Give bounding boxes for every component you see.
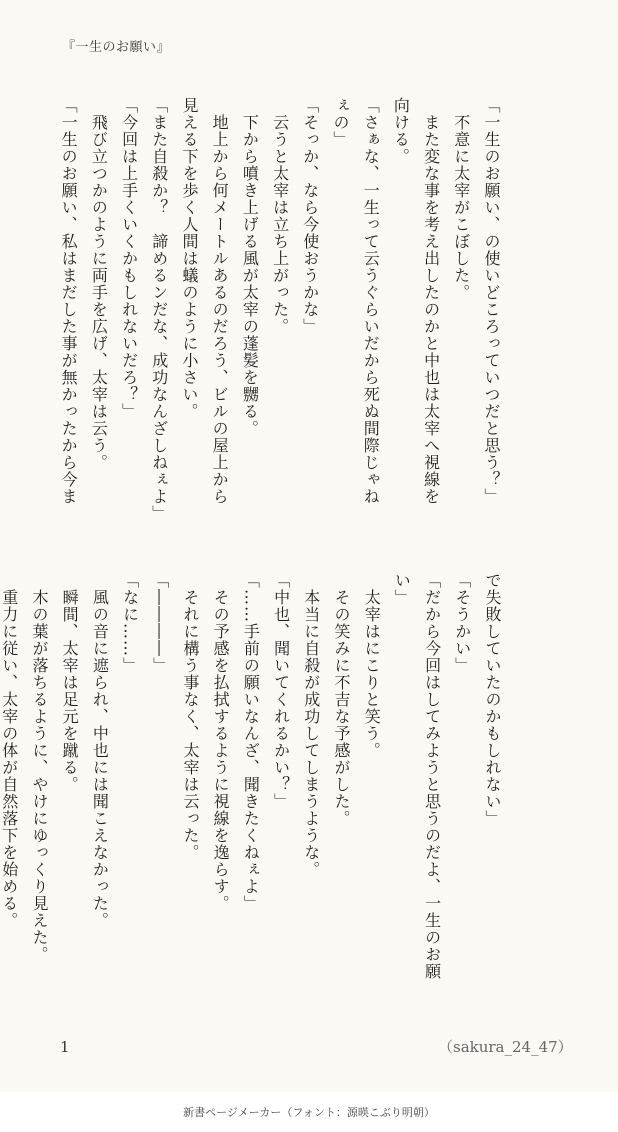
text-column: 本当に自殺が成功してしまうような。	[301, 572, 321, 878]
text-column: 「そうかい」	[452, 572, 472, 674]
text-column: 「一生のお願い、の使いどころっていつだと思う？」	[482, 97, 501, 505]
text-column: 「一生のお願い、私はまだした事が無かったから今ま	[59, 97, 79, 505]
text-column: 地上から何メートルあるのだろう、ビルの屋上から	[210, 97, 230, 505]
text-column: 見える下を歩く人間は蟻のように小さい。	[179, 97, 199, 420]
text-column: 「そっか、なら今使おうかな」	[300, 97, 320, 335]
story-title: 『一生のお願い』	[62, 40, 171, 55]
text-column: また変な事を考え出したのかと中也は太宰へ視線を	[421, 97, 441, 505]
upper-text-block	[59, 97, 506, 547]
text-column: 「さぁな、一生って云うぐらいだから死ぬ間際じゃね	[361, 97, 381, 505]
text-column: その予感を払拭するように視線を逸らす。	[211, 572, 231, 912]
footer-credit: 新書ページメーカー（フォント：源暎こぶり明朝）	[0, 1092, 618, 1132]
author-credit: （sakura_24_47）	[438, 1038, 573, 1056]
text-column: 「今回は上手くいくかもしれないだろ？」	[119, 97, 139, 420]
text-column: 重力に従い、太宰の体が自然落下を始める。	[0, 572, 19, 929]
text-column: 向ける。	[391, 97, 411, 165]
text-column: で失敗していたのかもしれない」	[483, 572, 502, 827]
page-number: 1	[60, 1038, 70, 1056]
text-column: い」	[392, 572, 412, 606]
text-column: 「――――」	[150, 572, 170, 674]
text-column: 「……手前の願いなんざ、聞きたくねぇよ」	[241, 572, 261, 912]
text-column: 下から噴き上げる風が太宰の蓬髪を嬲る。	[240, 97, 260, 437]
text-column: 「中也、聞いてくれるかい？」	[271, 572, 291, 810]
text-column: ぇの」	[330, 97, 350, 148]
text-column: それに構う事なく、太宰は云った。	[180, 572, 200, 861]
text-column: 「また自殺か？ 諦めるンだな、成功なんざしねぇよ」	[149, 97, 169, 522]
text-column: 風の音に遮られ、中也には聞こえなかった。	[90, 572, 110, 929]
text-column: その笑みに不吉な予感がした。	[331, 572, 351, 827]
text-column: 「だから今回はしてみようと思うのだよ、一生のお願	[422, 572, 442, 980]
text-column: 云うと太宰は立ち上がった。	[270, 97, 290, 335]
text-column: 太宰はにこりと笑う。	[362, 572, 382, 759]
lower-text-block	[0, 572, 507, 1022]
text-column: 木の葉が落ちるように、やけにゆっくり見えた。	[29, 572, 49, 963]
text-column: 飛び立つかのように両手を広げ、太宰は云う。	[89, 97, 109, 471]
text-column: 瞬間、太宰は足元を蹴る。	[60, 572, 80, 793]
text-column: 「なに……」	[120, 572, 140, 674]
text-column: 不意に太宰がこぼした。	[451, 97, 471, 301]
